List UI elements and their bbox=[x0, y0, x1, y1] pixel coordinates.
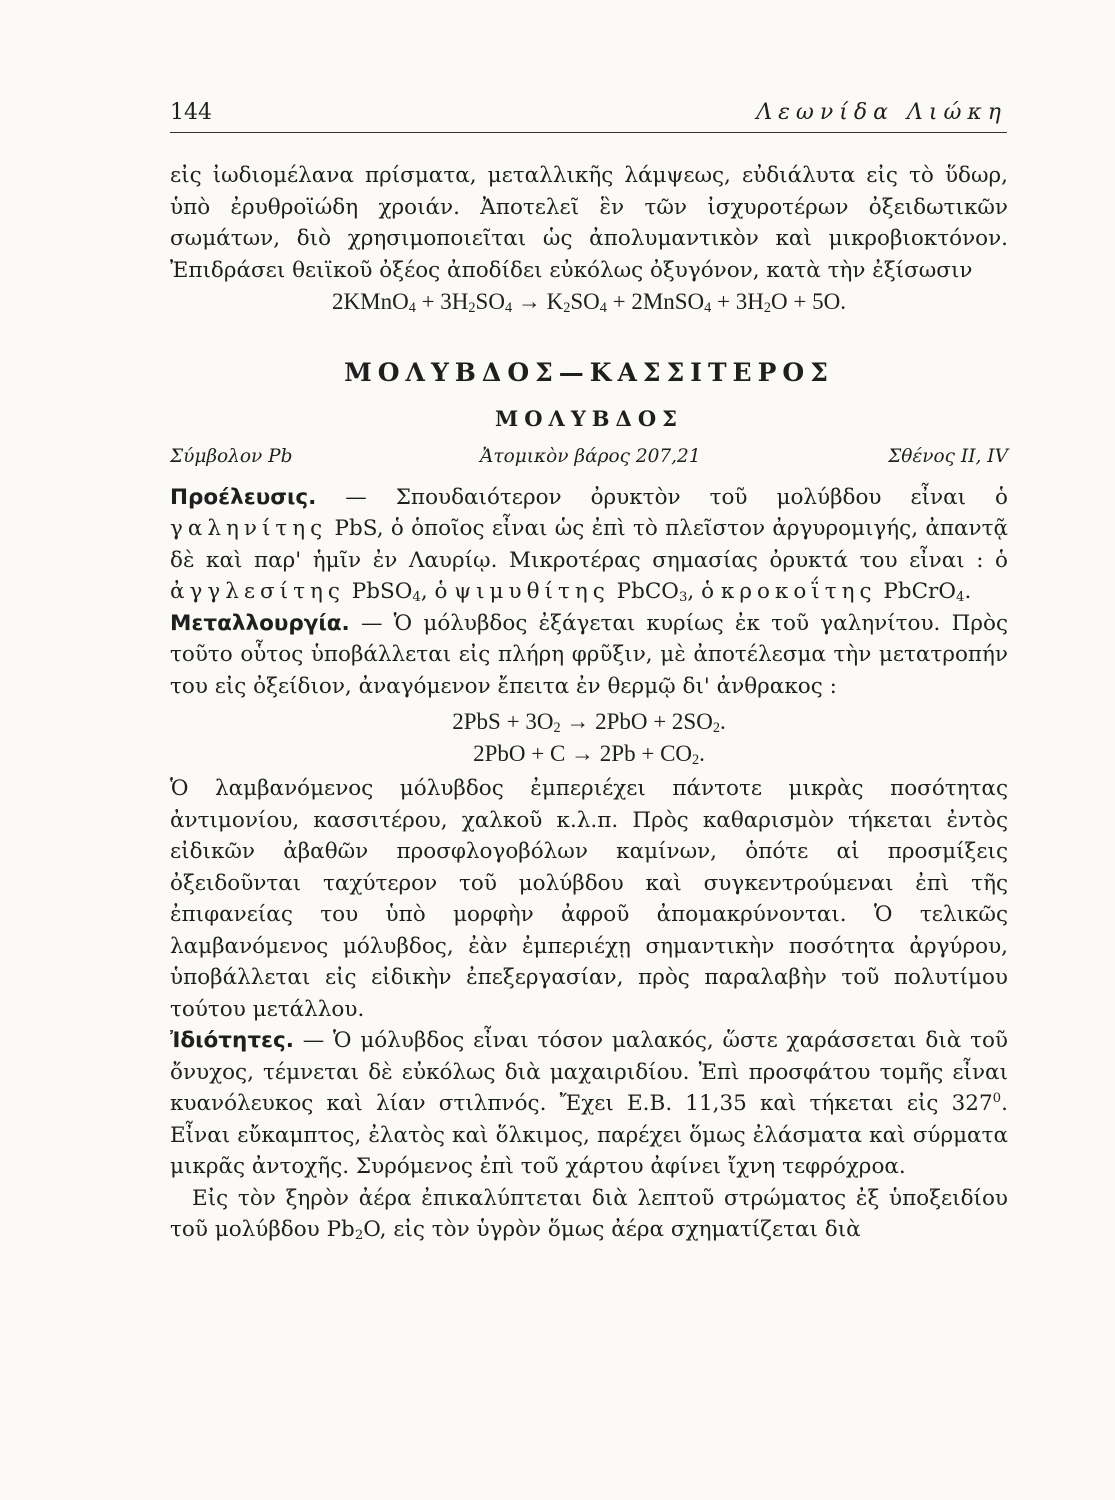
mineral-name: ψιμυθίτης bbox=[454, 579, 610, 604]
properties-paragraph: Ἰδιότητες. — Ὁ μόλυβδος εἶναι τόσον μαλακός, ὥστε χαράσσεται διὰ τοῦ ὄνυχος, τέμνεται δὲ εὐκόλως διὰ μαχαιριδίου. Ἐπὶ προσφάτου τομῆς εἶναι κυανόλευκος καὶ λίαν στιλπνός. Ἔχει Ε.Β. 11,35 καὶ τήκεται εἰς $327^0$. Εἶναι εὔκαμπτος, ἐλατὸς καὶ ὅλκιμος, παρέχει ὅμως ἐλάσματα καὶ σύρματα μικρᾶς ἀντοχῆς. Συρόμενος ἐπὶ τοῦ χάρτου ἀφίνει ἴχνη τεφρόχροα. bbox=[170, 1028, 1008, 1179]
metallurgy-label: Μεταλλουργία. bbox=[170, 610, 350, 636]
refining-paragraph: Ὁ λαμβανόμενος μόλυβδος ἐμπεριέχει πάντοτε μικρὰς ποσότητας ἀντιμονίου, κασσιτέρου, χαλκοῦ κ.λ.π. Πρὸς καθαρισμὸν τήκεται ἐντὸς εἰδικῶν ἀβαθῶν προσφλογοβόλων καμίνων, ὁπότε αἱ προσμίξεις ὀξειδοῦνται ταχύτερον τοῦ μολύβδου καὶ συγκεντρούμεναι ἐπὶ τῆς ἐπιφανείας του ὑπὸ μορφὴν ἀφροῦ ἀπομακρύνονται. Ὁ τελικῶς λαμβανόμενος μόλυβδος, ἐὰν ἐμπεριέχῃ σημαντικὴν ποσότητα ἀργύρου, ὑποβάλλεται εἰς εἰδικὴν ἐπεξεργασίαν, πρὸς παραλαβὴν τοῦ πολυτίμου τούτου μετάλλου. bbox=[170, 776, 1008, 1022]
running-title: Λεωνίδα Λιώκη bbox=[756, 100, 1007, 125]
symbol-label: Σύμβολον Pb bbox=[170, 445, 293, 467]
page-number: 144 bbox=[170, 100, 212, 125]
valence-label: Σθένος II, IV bbox=[888, 445, 1008, 467]
intro-line: ὑπὸ ἐρυθροϊώδη χροιάν. Ἀποτελεῖ ἓν τῶν ἰσχυροτέρων ὀξειδωτικῶν bbox=[170, 194, 1008, 220]
intro-line: εἰς ἰωδιομέλανα πρίσματα, μεταλλικῆς λάμψεως, εὐδιάλυτα εἰς τὸ ὕδωρ, bbox=[170, 163, 1008, 188]
oxidation-paragraph: Εἰς τὸν ξηρὸν ἀέρα ἐπικαλύπτεται διὰ λεπτοῦ στρώματος ἐξ ὑποξειδίου τοῦ μολύβδου $Pb_2O$, εἰς τὸν ὑγρὸν ὅμως ἀέρα σχηματίζεται διὰ bbox=[170, 1185, 1008, 1243]
subsection-heading: ΜΟΛΥΒΔΟΣ bbox=[494, 405, 683, 431]
metallurgy-paragraph: Μεταλλουργία. — Ὁ μόλυβδος ἐξάγεται κυρίως ἐκ τοῦ γαληνίτου. Πρὸς τοῦτο οὗτος ὑποβάλλεται εἰς πλήρη φρῦξιν, μὲ ἀποτέλεσμα τὴν μετατροπήν του εἰς ὀξείδιον, ἀναγόμενον ἔπειτα ἐν θερμῷ δι' ἀνθρακος : bbox=[170, 610, 1008, 699]
section-heading: ΜΟΛΥΒΔΟΣ—ΚΑΣΣΙΤΕΡΟΣ bbox=[344, 357, 834, 387]
mineral-name: ἀγγλεσίτης bbox=[170, 579, 345, 604]
atomic-weight-label: Ἀτομικὸν βάρος 207,21 bbox=[480, 445, 701, 467]
origin-paragraph: Προέλευσις. — Σπουδαιότερον ὀρυκτὸν τοῦ μολύβδου εἶναι ὁ γαληνίτης PbS, ὁ ὁποῖος εἶναι ὡς ἐπὶ τὸ πλεῖστον ἀργυρομιγής, ἀπαντᾷ δὲ καὶ παρ' ἡμῖν ἐν Λαυρίῳ. Μικροτέρας σημασίας ὀρυκτά του εἶναι : ὁ ἀγγλεσίτης PbSO$_4$, ὁ ψιμυθίτης PbCO$_3$, ὁ κροκοΐτης PbCrO$_4$. bbox=[170, 484, 1008, 605]
body-text bbox=[170, 160, 1008, 1246]
reduction-equation: $2PbO + C \to 2Pb + CO_2$. bbox=[473, 740, 705, 768]
mineral-name: γαληνίτης bbox=[170, 516, 328, 541]
intro-paragraph bbox=[170, 160, 1008, 286]
running-header bbox=[170, 96, 1007, 133]
mineral-name: κροκοΐτης bbox=[720, 579, 877, 604]
origin-label: Προέλευσις. bbox=[170, 484, 317, 510]
intro-line: σωμάτων, διὸ χρησιμοποιεῖται ὡς ἀπολυμαντικὸν καὶ μικροβιοκτόνον. bbox=[170, 226, 1008, 251]
permanganate-equation: 2KMnO$_4$ + $3H_2SO_4 \to K_2SO_4$ + 2MnSO$_4$ + $3H_2O + 5O$. bbox=[332, 289, 846, 316]
roasting-equation: $2PbS + 3O_2 \to 2PbO + 2SO_2$. bbox=[452, 709, 726, 736]
element-properties bbox=[170, 442, 1008, 472]
metallurgy-equations bbox=[170, 706, 1008, 769]
properties-label: Ἰδιότητες. bbox=[170, 1028, 294, 1053]
intro-line: Ἐπιδράσει θειϊκοῦ ὀξέος ἀποδίδει εὐκόλως ὀξυγόνον, κατὰ τὴν ἐξίσωσιν bbox=[170, 257, 973, 283]
